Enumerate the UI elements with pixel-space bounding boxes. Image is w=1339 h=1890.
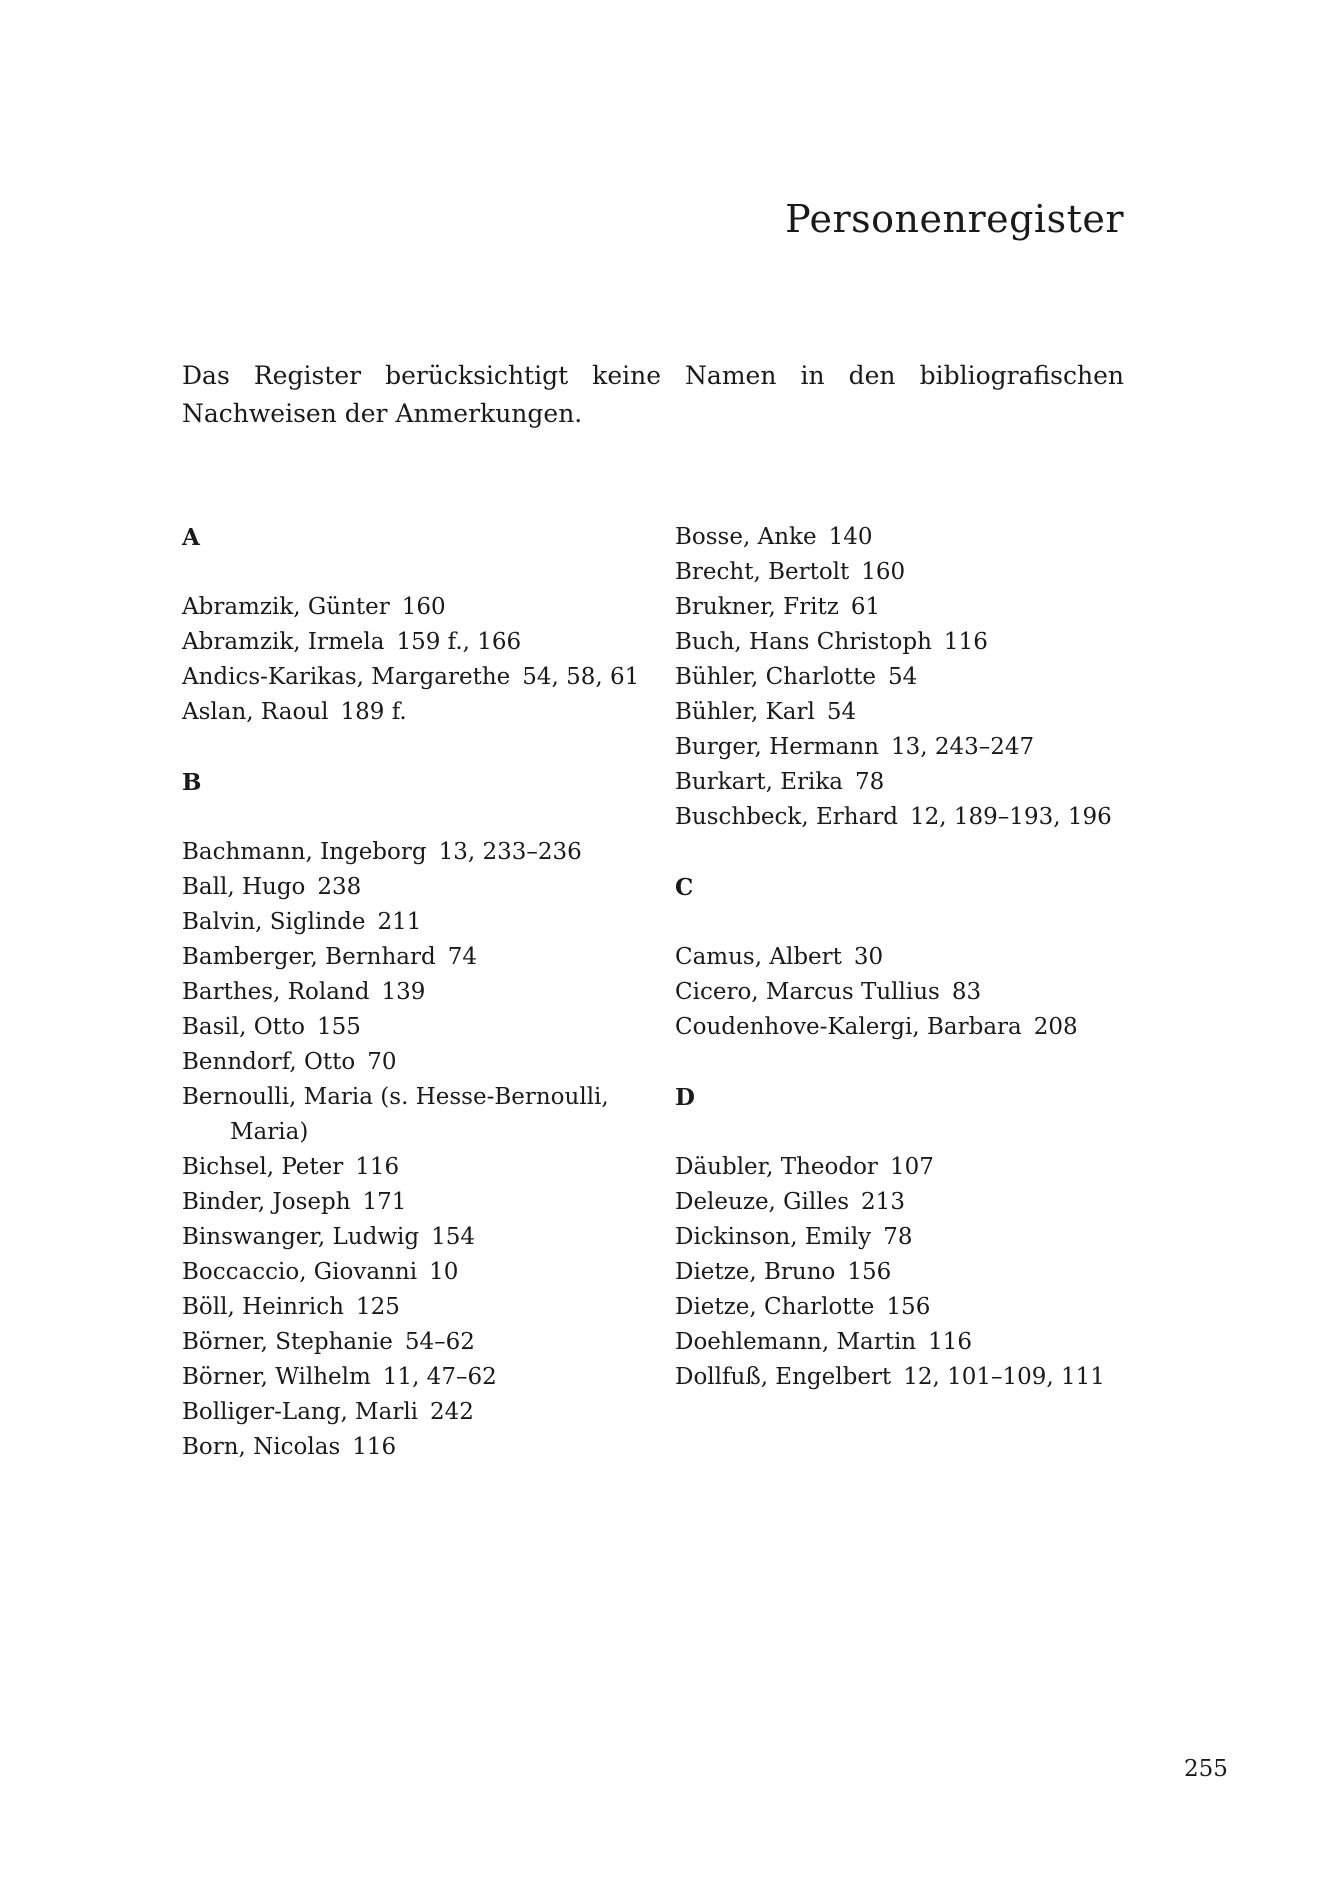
entry-name: Bühler, Karl (675, 699, 815, 725)
entry-name: Bosse, Anke (675, 524, 817, 550)
entry-name: Bolliger-Lang, Marli (182, 1399, 419, 1425)
entry-pages: 107 (889, 1154, 934, 1180)
entry-pages: 139 (381, 979, 426, 1005)
index-entry (182, 905, 657, 940)
index-entry (675, 975, 1150, 1010)
index-entry (182, 1045, 657, 1080)
index-entry (182, 1150, 657, 1185)
entry-name: Buschbeck, Erhard (675, 804, 899, 830)
entry-name: Andics-Karikas, Margarethe (182, 664, 511, 690)
entry-pages: 78 (883, 1224, 913, 1250)
index-entry (675, 1150, 1150, 1185)
index-entry (675, 1360, 1150, 1395)
index-entry (182, 625, 657, 660)
entry-name: Abramzik, Irmela (182, 629, 385, 655)
entry-pages: 125 (355, 1294, 400, 1320)
index-entry (675, 1220, 1150, 1255)
entry-name: Ball, Hugo (182, 874, 306, 900)
entry-pages: 238 (317, 874, 362, 900)
index-entry (182, 975, 657, 1010)
entry-name: Camus, Albert (675, 944, 842, 970)
index-entry (675, 800, 1150, 835)
entry-name: Börner, Wilhelm (182, 1364, 371, 1390)
entry-pages: 116 (928, 1329, 973, 1355)
index-entry (182, 1325, 657, 1360)
entry-name: Buch, Hans Christoph (675, 629, 932, 655)
register-intro: Das Register berücksichtigt keine Namen in den bibliografischen Nachweisen der Anmerkungen. (182, 361, 1124, 428)
index-entry (182, 660, 657, 695)
index-entry (675, 940, 1150, 975)
entry-name: Bichsel, Peter (182, 1154, 344, 1180)
index-entry (675, 695, 1150, 730)
entry-name: Böll, Heinrich (182, 1294, 344, 1320)
entry-pages: 54 (826, 699, 857, 725)
entry-name: Cicero, Marcus Tullius (675, 979, 940, 1005)
entry-name: Deleuze, Gilles (675, 1189, 850, 1215)
entry-name: Binder, Joseph (182, 1189, 351, 1215)
entry-pages: 213 (861, 1189, 905, 1215)
index-entry (675, 1010, 1150, 1045)
index-entry (182, 1430, 657, 1465)
index-entry (182, 1220, 657, 1255)
entry-pages: 10 (429, 1259, 459, 1285)
entry-name: Bernoulli, Maria (s. Hesse-Bernoulli, Maria) (182, 1084, 609, 1145)
entry-pages: 54–62 (404, 1329, 475, 1355)
entry-pages: 116 (943, 629, 988, 655)
index-entry (182, 940, 657, 975)
entry-pages: 54, 58, 61 (522, 664, 640, 690)
entry-pages: 154 (431, 1224, 475, 1250)
entry-name: Dietze, Bruno (675, 1259, 836, 1285)
page-title: Personenregister (785, 197, 1124, 241)
entry-pages: 74 (447, 944, 478, 970)
entry-pages: 78 (855, 769, 885, 795)
index-entry (675, 590, 1150, 625)
index-entry (182, 695, 657, 730)
entry-name: Aslan, Raoul (182, 699, 329, 725)
entry-name: Benndorf, Otto (182, 1049, 356, 1075)
index-column-right (675, 520, 1150, 1395)
index-entry (182, 870, 657, 905)
entry-pages: 140 (828, 524, 873, 550)
entry-pages: 208 (1033, 1014, 1078, 1040)
index-entry (182, 1010, 657, 1045)
index-entry (675, 625, 1150, 660)
entry-name: Dollfuß, Engelbert (675, 1364, 892, 1390)
entry-pages: 156 (886, 1294, 931, 1320)
index-entry (675, 520, 1150, 555)
entry-name: Bachmann, Ingeborg (182, 839, 427, 865)
entry-pages: 13, 243–247 (890, 734, 1035, 760)
entry-pages: 116 (352, 1434, 397, 1460)
index-entry (675, 660, 1150, 695)
section-letter-a: A (182, 524, 200, 551)
entry-name: Börner, Stephanie (182, 1329, 393, 1355)
index-entry (675, 1325, 1150, 1360)
index-entry (675, 1255, 1150, 1290)
entry-name: Brecht, Bertolt (675, 559, 850, 585)
entry-pages: 12, 101–109, 111 (903, 1364, 1105, 1390)
index-entry (182, 590, 657, 625)
entry-pages: 156 (847, 1259, 892, 1285)
entry-pages: 61 (850, 594, 881, 620)
section-letter-c: C (675, 874, 694, 901)
index-entry (182, 1255, 657, 1290)
entry-name: Coudenhove-Kalergi, Barbara (675, 1014, 1022, 1040)
section-letter-b: B (182, 769, 202, 796)
entry-pages: 160 (401, 594, 446, 620)
entry-pages: 171 (362, 1189, 407, 1215)
section-letter-d: D (675, 1084, 695, 1111)
index-entry (182, 1290, 657, 1325)
entry-name: Bamberger, Bernhard (182, 944, 436, 970)
index-entry (675, 1290, 1150, 1325)
index-column-left (182, 520, 657, 1465)
entry-name: Abramzik, Günter (182, 594, 390, 620)
entry-name: Dickinson, Emily (675, 1224, 872, 1250)
entry-name: Bühler, Charlotte (675, 664, 877, 690)
index-entry (182, 1395, 657, 1430)
entry-name: Däubler, Theodor (675, 1154, 878, 1180)
entry-pages: 242 (430, 1399, 474, 1425)
entry-name: Born, Nicolas (182, 1434, 341, 1460)
index-entry (182, 1360, 657, 1395)
entry-name: Doehlemann, Martin (675, 1329, 917, 1355)
entry-pages: 160 (861, 559, 906, 585)
index-entry (182, 835, 657, 870)
entry-name: Burkart, Erika (675, 769, 844, 795)
entry-pages: 13, 233–236 (438, 839, 582, 865)
entry-name: Dietze, Charlotte (675, 1294, 875, 1320)
index-entry (675, 730, 1150, 765)
entry-name: Brukner, Fritz (675, 594, 839, 620)
entry-pages: 189 f. (340, 699, 407, 725)
index-entry (675, 1185, 1150, 1220)
entry-pages: 211 (377, 909, 422, 935)
index-entry (675, 555, 1150, 590)
entry-pages: 70 (367, 1049, 397, 1075)
entry-pages: 11, 47–62 (382, 1364, 497, 1390)
page-number: 255 (1184, 1756, 1228, 1782)
index-entry (182, 1080, 645, 1150)
entry-pages: 83 (951, 979, 982, 1005)
entry-name: Balvin, Siglinde (182, 909, 366, 935)
entry-pages: 30 (853, 944, 884, 970)
entry-name: Basil, Otto (182, 1014, 305, 1040)
entry-name: Burger, Hermann (675, 734, 879, 760)
entry-name: Barthes, Roland (182, 979, 370, 1005)
index-entry (675, 765, 1150, 800)
entry-pages: 159 f., 166 (396, 629, 522, 655)
entry-pages: 155 (316, 1014, 361, 1040)
entry-pages: 12, 189–193, 196 (910, 804, 1112, 830)
entry-name: Binswanger, Ludwig (182, 1224, 420, 1250)
entry-pages: 116 (355, 1154, 400, 1180)
entry-name: Boccaccio, Giovanni (182, 1259, 418, 1285)
index-entry (182, 1185, 657, 1220)
entry-pages: 54 (888, 664, 918, 690)
